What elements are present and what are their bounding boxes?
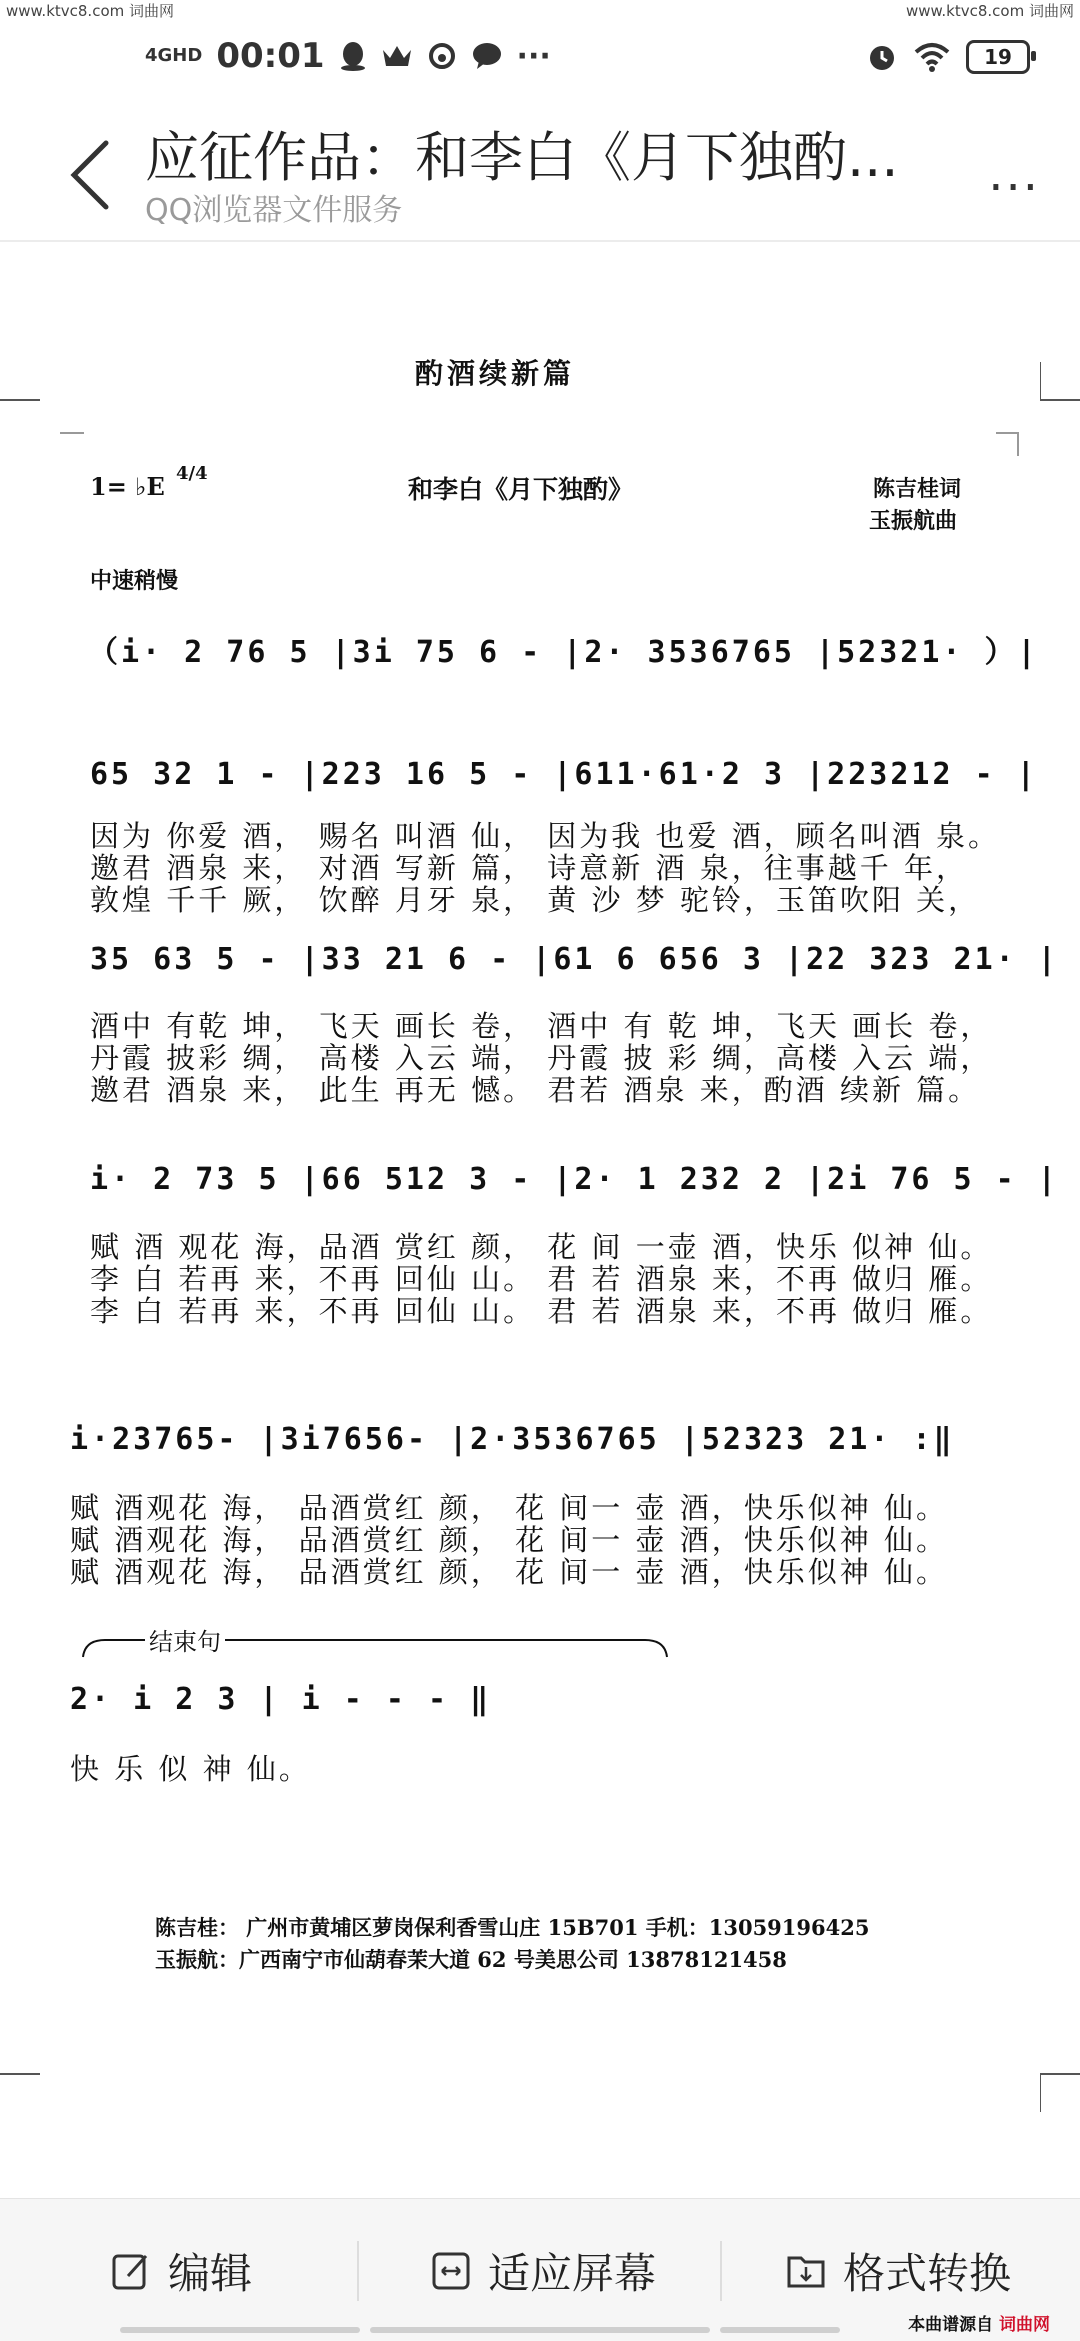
document-viewer[interactable] [0,242,1080,2197]
edit-icon [110,2250,152,2292]
fit-screen-icon [430,2250,472,2292]
battery-level: 19 [984,45,1012,69]
coda-lyrics: 快 乐 似 神 仙。 [70,1752,311,1786]
notation-line-5: i·23765- |3i7656- |2·3536765 |52323 21· :‖ [70,1422,955,1457]
more-notifications-icon: ··· [516,38,551,74]
score-heading: 酌酒续新篇 [415,357,576,390]
wifi-icon [914,42,950,72]
format-convert-label: 格式转换 [843,2249,1012,2298]
lyric-line-2b: 邀君 酒泉 来， 对酒 写新 篇， 诗意新 酒 泉，往事越千 年， [90,851,968,885]
weibo-icon [427,41,457,71]
edit-button[interactable] [110,2241,252,2301]
credit-brand: 词曲网 [999,2315,1050,2335]
title-bar [0,105,1080,242]
lyric-line-5c: 赋 酒观花 海， 品酒赏红 颜， 花 间一 壶 酒，快乐似神 仙。 [70,1555,948,1589]
lyric-line-3a: 酒中 有乾 坤， 飞天 画长 卷， 酒中 有 乾 坤，飞天 画长 卷， [90,1009,993,1043]
notation-line-4: i· 2 73 5 |66 512 3 - |2· 1 232 2 |2i 76 5 - | [90,1162,1059,1197]
watermark-left: www.ktvc8.com 词曲网 [6,2,175,20]
composer: 玉振航曲 [869,509,958,534]
scrollbar-segment [370,2327,710,2333]
qq-icon [339,40,367,72]
lyric-line-4b: 李 白 若再 来，不再 回仙 山。 君 若 酒泉 来，不再 做归 雁。 [90,1262,993,1296]
bottom-toolbar [0,2198,1080,2341]
format-convert-button[interactable] [785,2241,1011,2301]
toolbar-divider [357,2241,359,2301]
notation-line-1: （i· 2 76 5 |3i 75 6 - |2· 3536765 |52321· ）| [88,635,1039,670]
chat-bubble-icon [471,41,503,71]
coda-label: 结束句 [145,1622,225,1657]
toolbar-divider [720,2241,722,2301]
site-credit [908,2310,1050,2335]
lyric-line-2c: 敦煌 千千 厥， 饮醉 月牙 泉， 黄 沙 梦 驼铃，玉笛吹阳 关， [90,883,981,917]
key-signature: 1= ♭E [90,472,165,501]
sheet-music [0,242,1080,2197]
watermark-right: www.ktvc8.com 词曲网 [905,2,1074,20]
folder-convert-icon [785,2250,827,2292]
crown-icon [381,42,413,70]
lyric-line-5a: 赋 酒观花 海， 品酒赏红 颜， 花 间一 壶 酒，快乐似神 仙。 [70,1491,948,1525]
tempo-marking: 中速稍慢 [90,569,179,594]
page-title: 应征作品：和李白《月下独酌... [145,126,899,189]
alarm-icon [866,41,898,73]
notation-line-3: 35 63 5 - |33 21 6 - |61 6 656 3 |22 323 21· | [90,942,1059,977]
battery-indicator [966,40,1030,74]
lyric-line-2a: 因为 你爱 酒， 赐名 叫酒 仙， 因为我 也爱 酒，顾名叫酒 泉。 [90,819,1000,853]
contact-composer: 玉振航：广西南宁市仙葫春茉大道 62 号美思公司 13878121458 [155,1947,787,1972]
contact-lyricist: 陈吉桂： 广州市黄埔区萝岗保利香雪山庄 15B701 手机：13059196425 [155,1915,870,1940]
coda-notation: 2· i 2 3 | i - - - ‖ [70,1682,492,1717]
credit-prefix: 本曲谱源自 [908,2315,994,2335]
song-title: 和李白《月下独酌》 [408,475,634,504]
lyric-line-5b: 赋 酒观花 海， 品酒赏红 颜， 花 间一 壶 酒，快乐似神 仙。 [70,1523,948,1557]
more-options-icon[interactable]: ··· [988,160,1040,216]
network-indicator: 4GHD [145,45,203,66]
time-signature-value: 4/4 [176,463,208,484]
page-subtitle: QQ浏览器文件服务 [145,193,403,228]
fit-screen-label: 适应屏幕 [488,2249,657,2298]
lyric-line-4a: 赋 酒 观花 海，品酒 赏红 颜， 花 间 一壶 酒，快乐 似神 仙。 [90,1230,993,1264]
scrollbar-segment [120,2327,360,2333]
back-arrow-icon[interactable] [62,135,122,215]
lyricist: 陈吉桂词 [873,477,962,502]
time-signature [176,464,208,484]
fit-screen-button[interactable] [430,2241,656,2301]
edit-label: 编辑 [168,2249,253,2298]
notation-line-2: 65 32 1 - |223 16 5 - |611·61·2 3 |223212 - | [90,757,1038,792]
scrollbar-segment [720,2327,840,2333]
lyric-line-3c: 邀君 酒泉 来， 此生 再无 憾。 君若 酒泉 来，酌酒 续新 篇。 [90,1073,981,1107]
lyric-line-4c: 李 白 若再 来，不再 回仙 山。 君 若 酒泉 来，不再 做归 雁。 [90,1294,993,1328]
lyric-line-3b: 丹霞 披彩 绸， 高楼 入云 端， 丹霞 披 彩 绸，高楼 入云 端， [90,1041,993,1075]
status-bar [0,30,1080,94]
clock: 00:01 [216,36,325,76]
